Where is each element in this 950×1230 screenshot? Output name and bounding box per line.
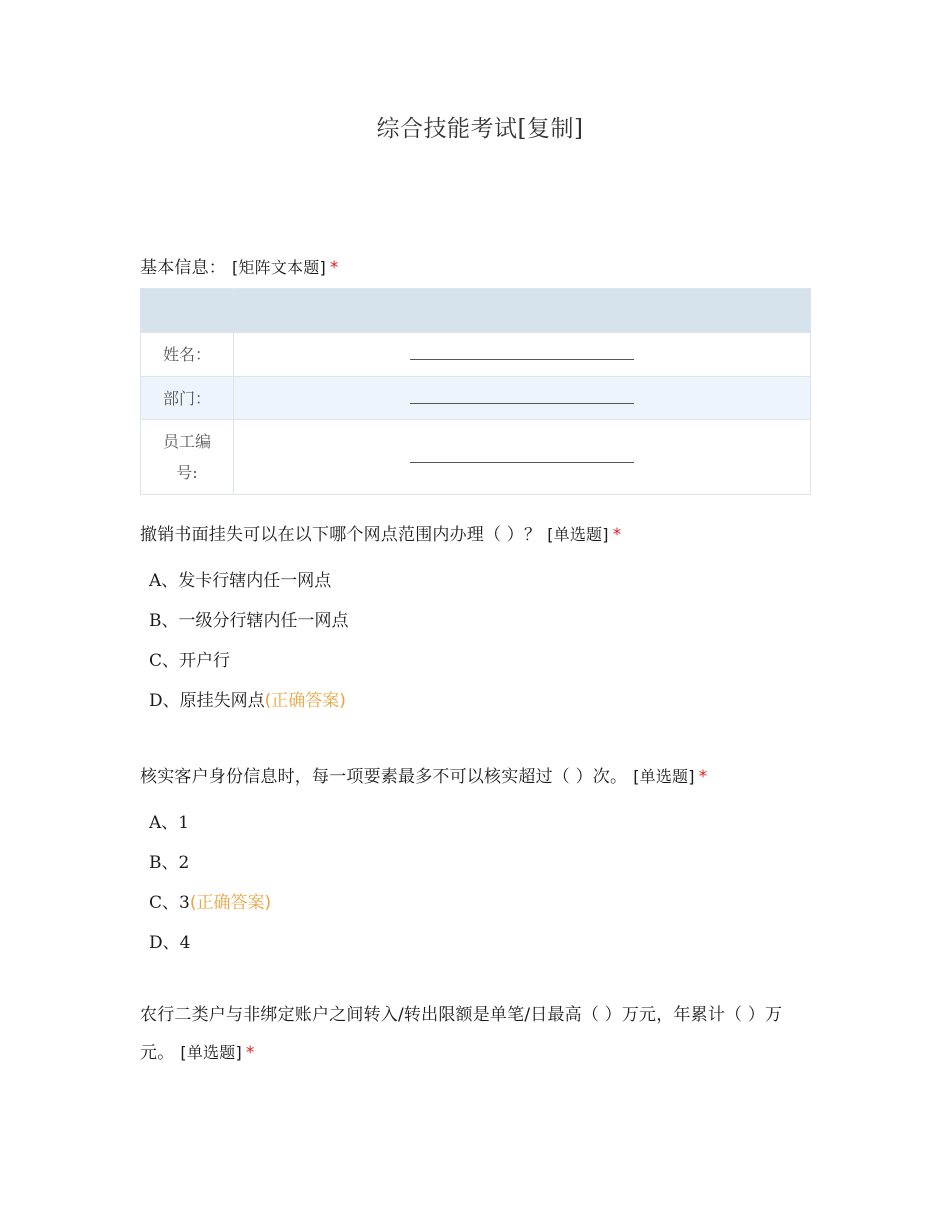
- option-text: 1: [178, 813, 190, 833]
- page-title: 综合技能考试[复制]: [376, 116, 584, 142]
- option-letter: A、: [149, 571, 179, 591]
- question-2-text: 撤销书面挂失可以在以下哪个网点范围内办理（ ）？: [140, 525, 542, 545]
- option-letter: A、: [149, 813, 179, 833]
- department-blank-line[interactable]: [410, 403, 634, 404]
- department-field[interactable]: [234, 377, 811, 420]
- required-mark: *: [329, 258, 339, 278]
- option-letter: B、: [149, 853, 179, 873]
- employee-id-field[interactable]: [234, 420, 811, 495]
- option-letter: D、: [149, 933, 180, 953]
- required-mark: *: [612, 525, 622, 545]
- question-3-text: 核实客户身份信息时，每一项要素最多不可以核实超过（ ）次。: [140, 767, 628, 787]
- option-text: 一级分行辖内任一网点: [178, 611, 349, 631]
- question-2-title: [140, 520, 621, 545]
- question-1-type: [矩阵文本题]: [232, 258, 326, 277]
- matrix-header-cell: [234, 289, 811, 333]
- question-3-type: [单选题]: [633, 767, 695, 786]
- correct-answer-badge: (正确答案): [264, 691, 346, 711]
- q3-option-a[interactable]: [149, 808, 189, 833]
- required-mark: *: [245, 1043, 255, 1063]
- matrix-row-label-text: 员工编号:: [162, 432, 211, 482]
- matrix-row: [141, 377, 811, 420]
- option-letter: C、: [149, 651, 180, 671]
- matrix-row-label: 姓名：: [141, 333, 234, 377]
- option-text: 原挂失网点: [179, 691, 265, 711]
- option-letter: D、: [149, 691, 180, 711]
- q3-option-c[interactable]: [149, 888, 271, 913]
- option-text: 发卡行辖内任一网点: [178, 571, 332, 591]
- required-mark: *: [698, 767, 708, 787]
- question-4-title: [140, 996, 800, 1072]
- question-4-text: 农行二类户与非绑定账户之间转入/转出限额是单笔/日最高（ ）万元，年累计（ ）万元。: [140, 1005, 783, 1063]
- question-1-title: [140, 253, 339, 278]
- employee-id-blank-line[interactable]: [410, 462, 634, 463]
- option-letter: B、: [149, 611, 179, 631]
- name-field[interactable]: [234, 333, 811, 377]
- q2-option-d[interactable]: [149, 686, 346, 711]
- option-text: 3: [179, 893, 190, 913]
- question-3-title: [140, 762, 707, 787]
- matrix-header-cell: [141, 289, 234, 333]
- matrix-row-label: [141, 420, 234, 495]
- option-text: 4: [179, 933, 191, 953]
- matrix-row: [141, 420, 811, 495]
- question-2-type: [单选题]: [547, 525, 609, 544]
- q2-option-c[interactable]: [149, 646, 230, 671]
- q2-option-b[interactable]: [149, 606, 349, 631]
- option-letter: C、: [149, 893, 180, 913]
- matrix-table: [140, 288, 811, 495]
- option-text: 开户行: [179, 651, 231, 671]
- matrix-header-row: [141, 289, 811, 333]
- matrix-row: [141, 333, 811, 377]
- q2-option-a[interactable]: [149, 566, 331, 591]
- name-blank-line[interactable]: [410, 359, 634, 360]
- matrix-row-label: 部门：: [141, 377, 234, 420]
- question-4-type: [单选题]: [180, 1043, 242, 1062]
- correct-answer-badge: (正确答案): [189, 893, 272, 913]
- q3-option-b[interactable]: [149, 848, 189, 873]
- q3-option-d[interactable]: [149, 928, 190, 953]
- option-text: 2: [178, 853, 190, 873]
- question-1-text: 基本信息：: [140, 258, 226, 278]
